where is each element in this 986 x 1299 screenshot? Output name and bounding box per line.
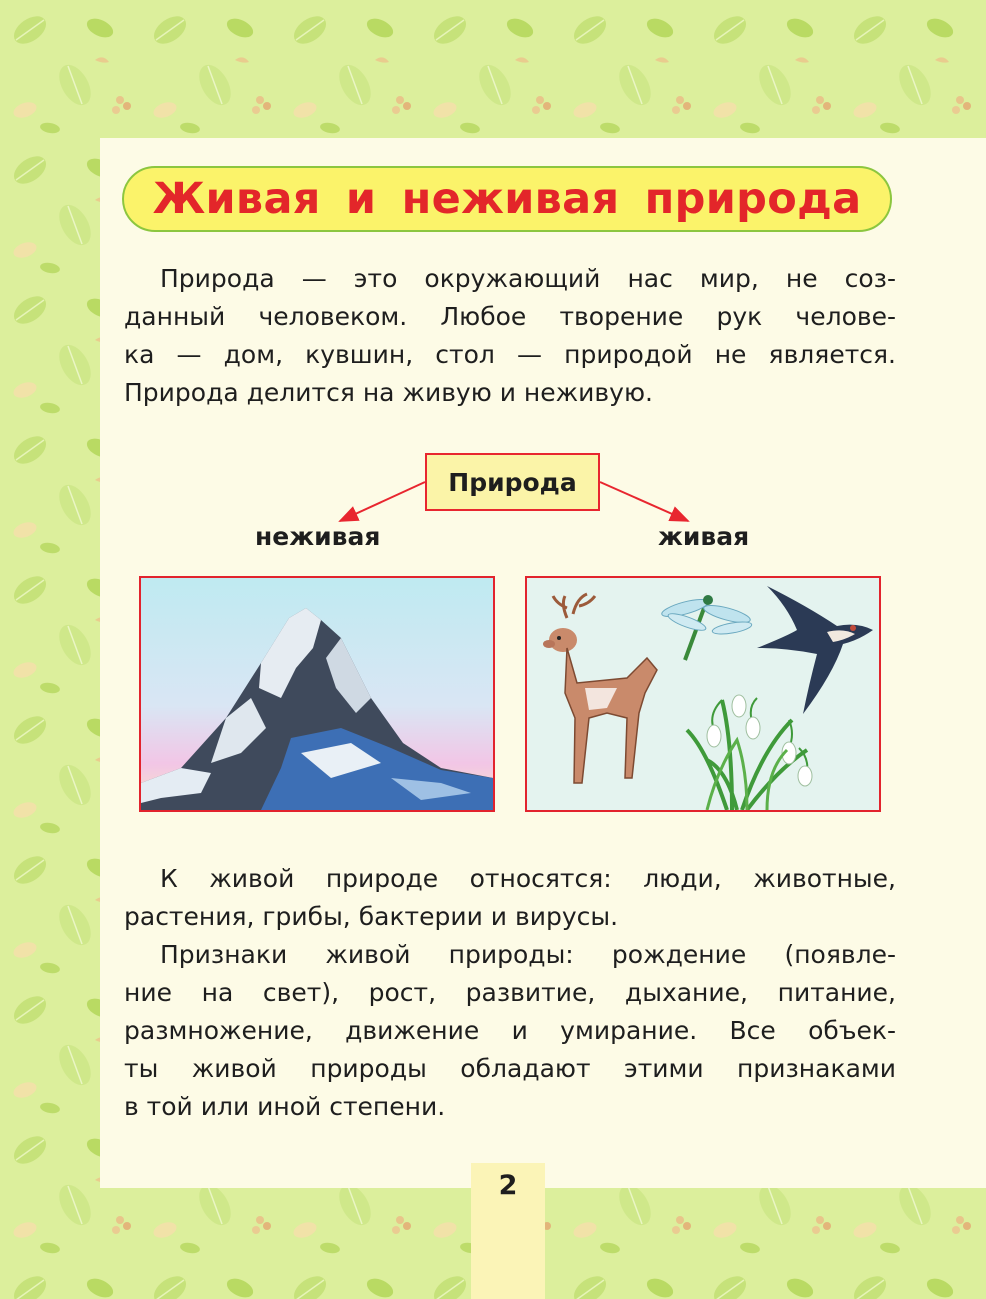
living-nature-illustration <box>527 578 879 810</box>
body-paragraph <box>124 860 896 1126</box>
diagram-root-box: Природа <box>425 453 600 511</box>
body-line: ты живой природы обладают этими признаками <box>124 1054 896 1083</box>
body-line: в той или иной степени. <box>124 1092 446 1121</box>
mountain-illustration <box>141 578 493 810</box>
page-number: 2 <box>498 1170 518 1201</box>
title-banner <box>122 166 892 232</box>
body-line: ние на свет), рост, развитие, дыхание, питание, <box>124 978 896 1007</box>
body-line: растения, грибы, бактерии и вирусы. <box>124 902 619 931</box>
body-line: К живой природе относятся: люди, животные, <box>160 864 896 893</box>
label-nonliving: неживая <box>255 522 381 551</box>
body-line: размножение, движение и умирание. Все объек- <box>124 1016 896 1045</box>
intro-paragraph <box>124 260 896 412</box>
nonliving-picture <box>139 576 495 812</box>
intro-line: ка — дом, кувшин, стол — природой не является. <box>124 340 896 369</box>
body-line: Признаки живой природы: рождение (появле- <box>160 940 896 969</box>
page-title: Живая и неживая природа <box>152 174 862 224</box>
living-picture <box>525 576 881 812</box>
intro-line: Природа — это окружающий нас мир, не соз- <box>160 264 896 293</box>
intro-line: данный человеком. Любое творение рук челове- <box>124 302 896 331</box>
label-living: живая <box>658 522 750 551</box>
intro-line: Природа делится на живую и неживую. <box>124 378 653 407</box>
